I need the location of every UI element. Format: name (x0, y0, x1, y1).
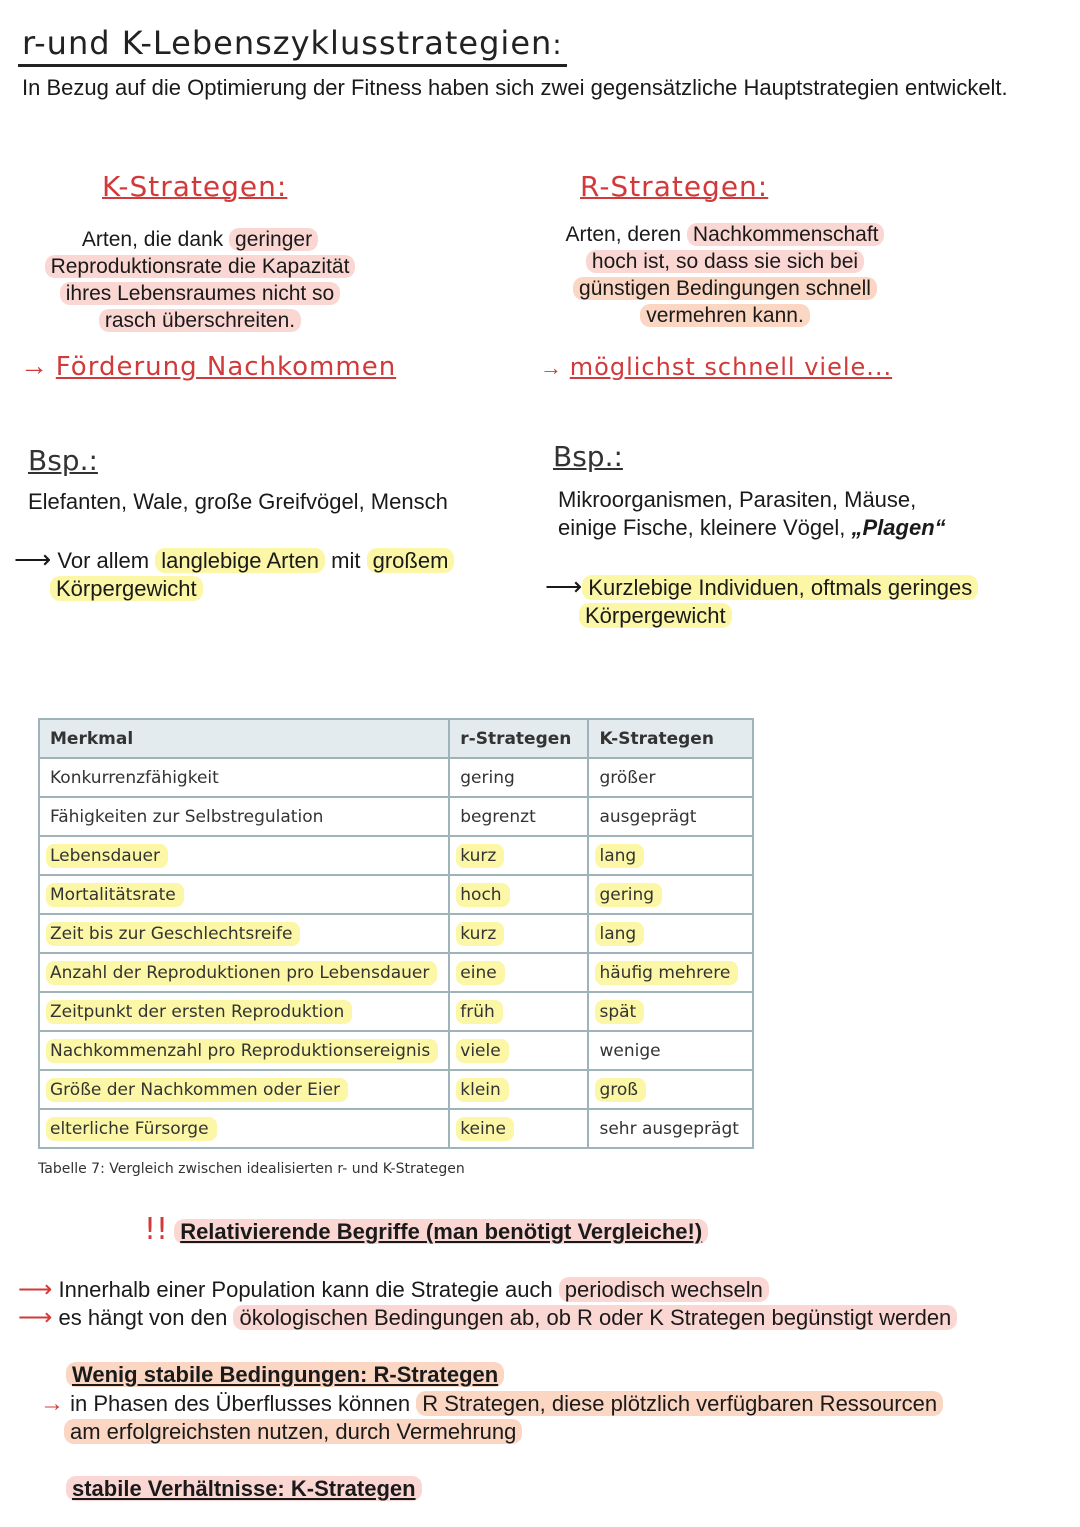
table-row (39, 875, 753, 914)
r-desc-line-1: Arten, deren Nachkommenschaft (540, 221, 910, 248)
warning-text: Relativierende Begriffe (man benötigt Vergleiche!) (174, 1219, 708, 1244)
comparison-table (38, 718, 754, 1149)
cell: Nachkommenzahl pro Reproduktionsereignis (39, 1031, 449, 1070)
bullet-item: ⟶ Innerhalb einer Population kann die Strategie auch periodisch wechseln (18, 1276, 1068, 1304)
k-strategen-heading: K-Strategen: (102, 170, 288, 203)
cell: ausgeprägt (588, 797, 753, 836)
cell: häufig mehrere (588, 953, 753, 992)
cell: klein (449, 1070, 588, 1109)
cell: kurz (449, 836, 588, 875)
page-title (18, 24, 567, 67)
r-note-text: möglichst schnell viele... (569, 353, 893, 381)
bullet-list (18, 1276, 1068, 1332)
k-desc-line-3: ihres Lebensraumes nicht so (20, 280, 380, 307)
cell: Mortalitätsrate (39, 875, 449, 914)
arrow-right-icon: → (20, 350, 48, 381)
cell: größer (588, 758, 753, 797)
k-conclusion: ⟶ Vor allem langlebige Arten mit großem Körpergewicht (14, 545, 454, 603)
warning-line (144, 1212, 708, 1247)
cell: hoch (449, 875, 588, 914)
cell: keine (449, 1109, 588, 1148)
stable-heading: stabile Verhältnisse: K-Strategen (66, 1476, 422, 1502)
table-header-row (39, 719, 753, 758)
cell: kurz (449, 914, 588, 953)
table-row (39, 1070, 753, 1109)
cell: lang (588, 836, 753, 875)
table-row (39, 758, 753, 797)
cell: sehr ausgeprägt (588, 1109, 753, 1148)
cell: elterliche Fürsorge (39, 1109, 449, 1148)
table-row (39, 836, 753, 875)
k-note (20, 350, 396, 382)
r-note (540, 350, 892, 382)
k-desc-line-4: rasch überschreiten. (20, 307, 380, 334)
header-merkmal: Merkmal (39, 719, 449, 758)
arrow-right-icon: → (540, 355, 562, 380)
cell: gering (449, 758, 588, 797)
r-desc-line-3: günstigen Bedingungen schnell (540, 275, 910, 302)
cell: Fähigkeiten zur Selbstregulation (39, 797, 449, 836)
unstable-heading: Wenig stabile Bedingungen: R-Strategen (66, 1362, 504, 1388)
r-strategen-heading: R-Strategen: (580, 170, 769, 203)
cell: Zeitpunkt der ersten Reproduktion (39, 992, 449, 1031)
table-caption: Tabelle 7: Vergleich zwischen idealisierten r- und K-Strategen (38, 1161, 465, 1177)
k-description (20, 226, 380, 334)
intro-text: In Bezug auf die Optimierung der Fitness haben sich zwei gegensätzliche Hauptstrategien entwickelt. (22, 75, 1008, 100)
cell: Zeit bis zur Geschlechtsreife (39, 914, 449, 953)
arrow-right-icon: ⟶ (18, 1276, 53, 1303)
bullet-item: ⟶ es hängt von den ökologischen Bedingungen ab, ob R oder K Strategen begünstigt werden (18, 1304, 1068, 1332)
table-row (39, 953, 753, 992)
arrow-right-icon: ⟶ (18, 1304, 53, 1331)
cell: spät (588, 992, 753, 1031)
cell: begrenzt (449, 797, 588, 836)
cell: gering (588, 875, 753, 914)
r-bsp-label: Bsp.: (553, 440, 623, 473)
r-examples: Mikroorganismen, Parasiten, Mäuse, einige Fische, kleinere Vögel, „Plagen“ (558, 487, 946, 540)
table-row (39, 797, 753, 836)
k-desc-line-2: Reproduktionsrate die Kapazität (20, 253, 380, 280)
title-text: r-und K-Lebenszyklusstrategien (22, 24, 553, 62)
arrow-right-icon: → (40, 1390, 64, 1417)
cell: Lebensdauer (39, 836, 449, 875)
cell: Anzahl der Reproduktionen pro Lebensdauer (39, 953, 449, 992)
r-desc-line-2: hoch ist, so dass sie sich bei (540, 248, 910, 275)
table-row (39, 914, 753, 953)
k-bsp-label: Bsp.: (28, 444, 98, 477)
k-note-text: Förderung Nachkommen (55, 352, 397, 382)
cell: früh (449, 992, 588, 1031)
cell: lang (588, 914, 753, 953)
cell: groß (588, 1070, 753, 1109)
table-row (39, 1031, 753, 1070)
arrow-right-icon: ⟶ (14, 544, 52, 574)
cell: viele (449, 1031, 588, 1070)
header-k-strategen: K-Strategen (588, 719, 753, 758)
r-desc-line-4: vermehren kann. (540, 302, 910, 329)
arrow-right-icon: ⟶ (545, 571, 583, 601)
cell: Größe der Nachkommen oder Eier (39, 1070, 449, 1109)
cell: Konkurrenzfähigkeit (39, 758, 449, 797)
k-examples: Elefanten, Wale, große Greifvögel, Mensch (28, 489, 448, 514)
cell: wenige (588, 1031, 753, 1070)
r-description (540, 221, 910, 329)
exclamation-icon: !! (144, 1212, 169, 1247)
unstable-text: → in Phasen des Überflusses können R Strategen, diese plötzlich verfügbaren Ressourcen am erfolgreichsten nutzen, durch Vermehrung (40, 1390, 1070, 1446)
title-colon: : (552, 28, 563, 61)
table-row (39, 1109, 753, 1148)
cell: eine (449, 953, 588, 992)
table-row (39, 992, 753, 1031)
r-conclusion: ⟶ Kurzlebige Individuen, oftmals geringes Körpergewicht (545, 572, 978, 630)
header-r-strategen: r-Strategen (449, 719, 588, 758)
k-desc-line-1: Arten, die dank geringer (20, 226, 380, 253)
